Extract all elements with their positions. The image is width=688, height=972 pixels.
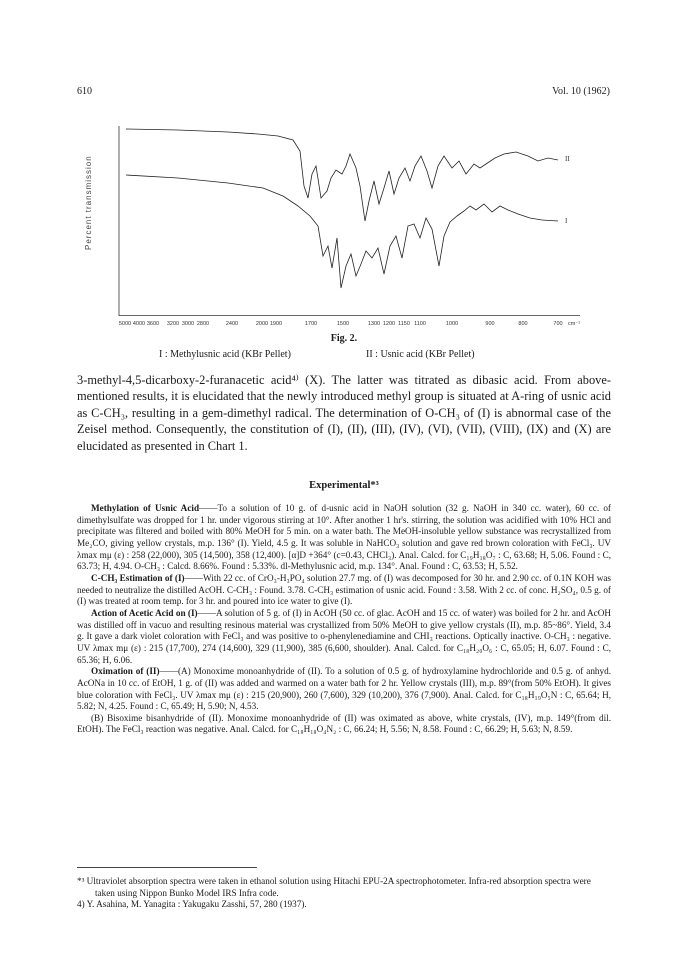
paragraph-text: ——A solution of 5 g. of (I) in AcOH (50 cc. of glac. AcOH and 15 cc. of water) was boiled for 2 hr. and AcOH was distilled off in vacuo and resulting resinous material was crystallized from 50% MeOH to give yellow crystals (II), m.p. 85~86°. Yield, 3.4 g. It gave a dark violet coloration with FeCl₃ and was positive to o-phenylenediamine and CHI₃ reactions. Optically inactive. O-CH₃ : negative. UV λmax mμ (ε) : 215 (17,700), 274 (14,600), 329 (11,900), 385 (6,600, shoulder). Anal. Calcd. for C₁₈H₂₀O₆ : C, 65.05; H, 6.07. Found : C, 65.36; H, 6.06. bbox=[77, 607, 611, 665]
paragraph-text: (B) Bisoxime bisanhydride of (II). Monoxime monoanhydride of (II) was oximated as above, white crystals, (IV), m.p. 149°(from dil. EtOH). The FeCl₃ reaction was negative. Anal. Calcd. for C₁₈H₁₈O₄N₂ : C, 66.24; H, 5.56; N, 8.58. Found : C, 66.29; H, 5.63; N, 8.59. bbox=[77, 712, 611, 735]
x-tick: 2000 bbox=[255, 321, 269, 327]
x-tick: 1900 bbox=[269, 321, 283, 327]
footnote-reference-4: 4) Y. Asahina, M. Yanagita : Yakugaku Zasshi, 57, 280 (1937). bbox=[77, 899, 307, 910]
paragraph-text: ——To a solution of 10 g. of d-usnic acid in NaOH solution (32 g. NaOH in 340 cc. water), 60 cc. of dimethylsulfate was dropped for 1 hr. under vigorous stirring at 10°. After another 1 hr's. stirring, the solution was acidified with 10% HCl and precipitate was filtered and boiled with 80% MeOH for 5 min. on a water bath. The MeOH-insoluble yellow substance was recrystallized from Me₂CO, giving yellow crystals, m.p. 136° (I). Yield, 4.5 g. It was soluble in NaHCO₃ solution and gave red brown coloration with FeCl₃. UV λmax mμ (ε) : 258 (22,000), 305 (14,500), 358 (12,400). [α]D +364° (c=0.43, CHCl₃). Anal. Calcd. for C₁₉H₁₈O₇ : C, 63.68; H, 5.06. Found : C, 63.73; H, 4.94. O-CH₃ : Calcd. 8.66%. Found : 5.33%. dl-Methylusnic acid, m.p. 134°. Anal. Found : C, 63.53; H, 5.52. bbox=[77, 503, 611, 572]
paragraph-acetic-acid bbox=[77, 608, 611, 666]
figure-label: Fig. 2. bbox=[330, 333, 358, 344]
paragraph-c-ch3-estimation bbox=[77, 573, 611, 608]
x-tick: 900 bbox=[485, 321, 495, 327]
intro-text bbox=[77, 372, 611, 454]
paragraph-oximation bbox=[77, 666, 611, 713]
x-tick: cm⁻¹ bbox=[567, 321, 581, 327]
run-in-heading: C-CH₃ Estimation of (I) bbox=[91, 572, 185, 583]
paragraph-text: ——With 22 cc. of CrO₃-H₃PO₄ solution 27.7 mg. of (I) was decomposed for 30 hr. and 2.90 cc. of 0.1N KOH was needed to neutralize the distilled AcOH. C-CH₃ : Found. 3.78. C-CH₃ estimation of usnic acid. Found : 3.58. With 2 cc. of conc. H₂SO₄, 0.5 g. of (I) was treated at room temp. for 3 hr. and poured into ice water to give (I). bbox=[77, 572, 611, 607]
paragraph-text: ——(A) Monoxime monoanhydride of (II). To a solution of 0.5 g. of hydroxylamine hydrochloride and 0.5 g. of anhyd. AcONa in 10 cc. of EtOH, 1 g. of (II) was added and warmed on a water bath for 2 hr. Yellow crystals (III), m.p. 89°(from 50% EtOH). It gives blue coloration with FeCl₃. UV λmax mμ (ε) : 215 (20,900), 260 (7,600), 329 (10,200), 376 (7,900). Anal. Calcd. for C₁₈H₁₉O₅N : C, 65.64; H, 5.82; N, 4.25. Found : C, 65.49; H, 5.90; N, 4.53. bbox=[77, 666, 611, 712]
run-in-heading: Oximation of (II) bbox=[91, 666, 160, 677]
x-tick: 800 bbox=[518, 321, 528, 327]
experimental-heading: Experimental*³ bbox=[309, 480, 379, 491]
x-tick: 3200 bbox=[166, 321, 180, 327]
x-tick: 2400 bbox=[225, 321, 239, 327]
footnote-rule bbox=[77, 867, 257, 868]
x-tick: 1150 bbox=[398, 321, 410, 327]
page-number: 610 bbox=[77, 86, 92, 97]
paragraph-bisoxime bbox=[77, 713, 611, 736]
x-tick: 1100 bbox=[414, 321, 426, 327]
x-tick: 1500 bbox=[336, 321, 350, 327]
spectrum-curve-i bbox=[126, 175, 558, 288]
intro-paragraph: 3-methyl-4,5-dicarboxy-2-furanacetic acid⁴⁾ (X). The latter was titrated as dibasic acid. From above-mentioned results, it is elucidated that the newly introduced methyl group is situated at A-ring of usnic acid as C-CH₃, resulting in a gem-dimethyl radical. The determination of O-CH₃ of (I) is abnormal case of the Zeisel method. Consequently, the constitution of (I), (II), (III), (IV), (VI), (VII), (VIII), (IX) and (X) are elucidated as presented in Chart 1. bbox=[77, 373, 611, 453]
x-tick: 700 bbox=[553, 321, 563, 327]
x-tick: 3000 bbox=[181, 321, 195, 327]
spectrum-curve-ii bbox=[126, 129, 558, 221]
x-tick: 5000 bbox=[118, 321, 132, 327]
paragraph-methylation bbox=[77, 503, 611, 573]
run-in-heading: Methylation of Usnic Acid bbox=[91, 503, 200, 513]
y-axis-label: Percent transmission bbox=[84, 155, 93, 250]
x-tick: 1300 bbox=[367, 321, 381, 327]
x-tick: 3600 bbox=[146, 321, 160, 327]
figure-caption-ii: II : Usnic acid (KBr Pellet) bbox=[366, 349, 475, 360]
x-tick: 4000 bbox=[132, 321, 146, 327]
figure-caption-i: I : Methylusnic acid (KBr Pellet) bbox=[159, 349, 291, 360]
volume-header: Vol. 10 (1962) bbox=[552, 86, 610, 97]
x-tick: 1700 bbox=[304, 321, 318, 327]
footnotes bbox=[77, 876, 611, 911]
experimental-body bbox=[77, 503, 611, 736]
footnote-spectra: *³ Ultraviolet absorption spectra were taken in ethanol solution using Hitachi EPU-2A spectrophotometer. Infra-red absorption spectra were taken using Nippon Bunko Model IRS Infra code. bbox=[77, 876, 591, 898]
curve-label-ii: II bbox=[565, 155, 570, 163]
x-tick: 2800 bbox=[196, 321, 210, 327]
x-tick: 1000 bbox=[445, 321, 459, 327]
ir-spectrum-figure bbox=[118, 126, 580, 316]
run-in-heading: Action of Acetic Acid on (I) bbox=[91, 607, 198, 618]
x-tick: 1200 bbox=[382, 321, 396, 327]
curve-label-i: I bbox=[565, 217, 568, 225]
